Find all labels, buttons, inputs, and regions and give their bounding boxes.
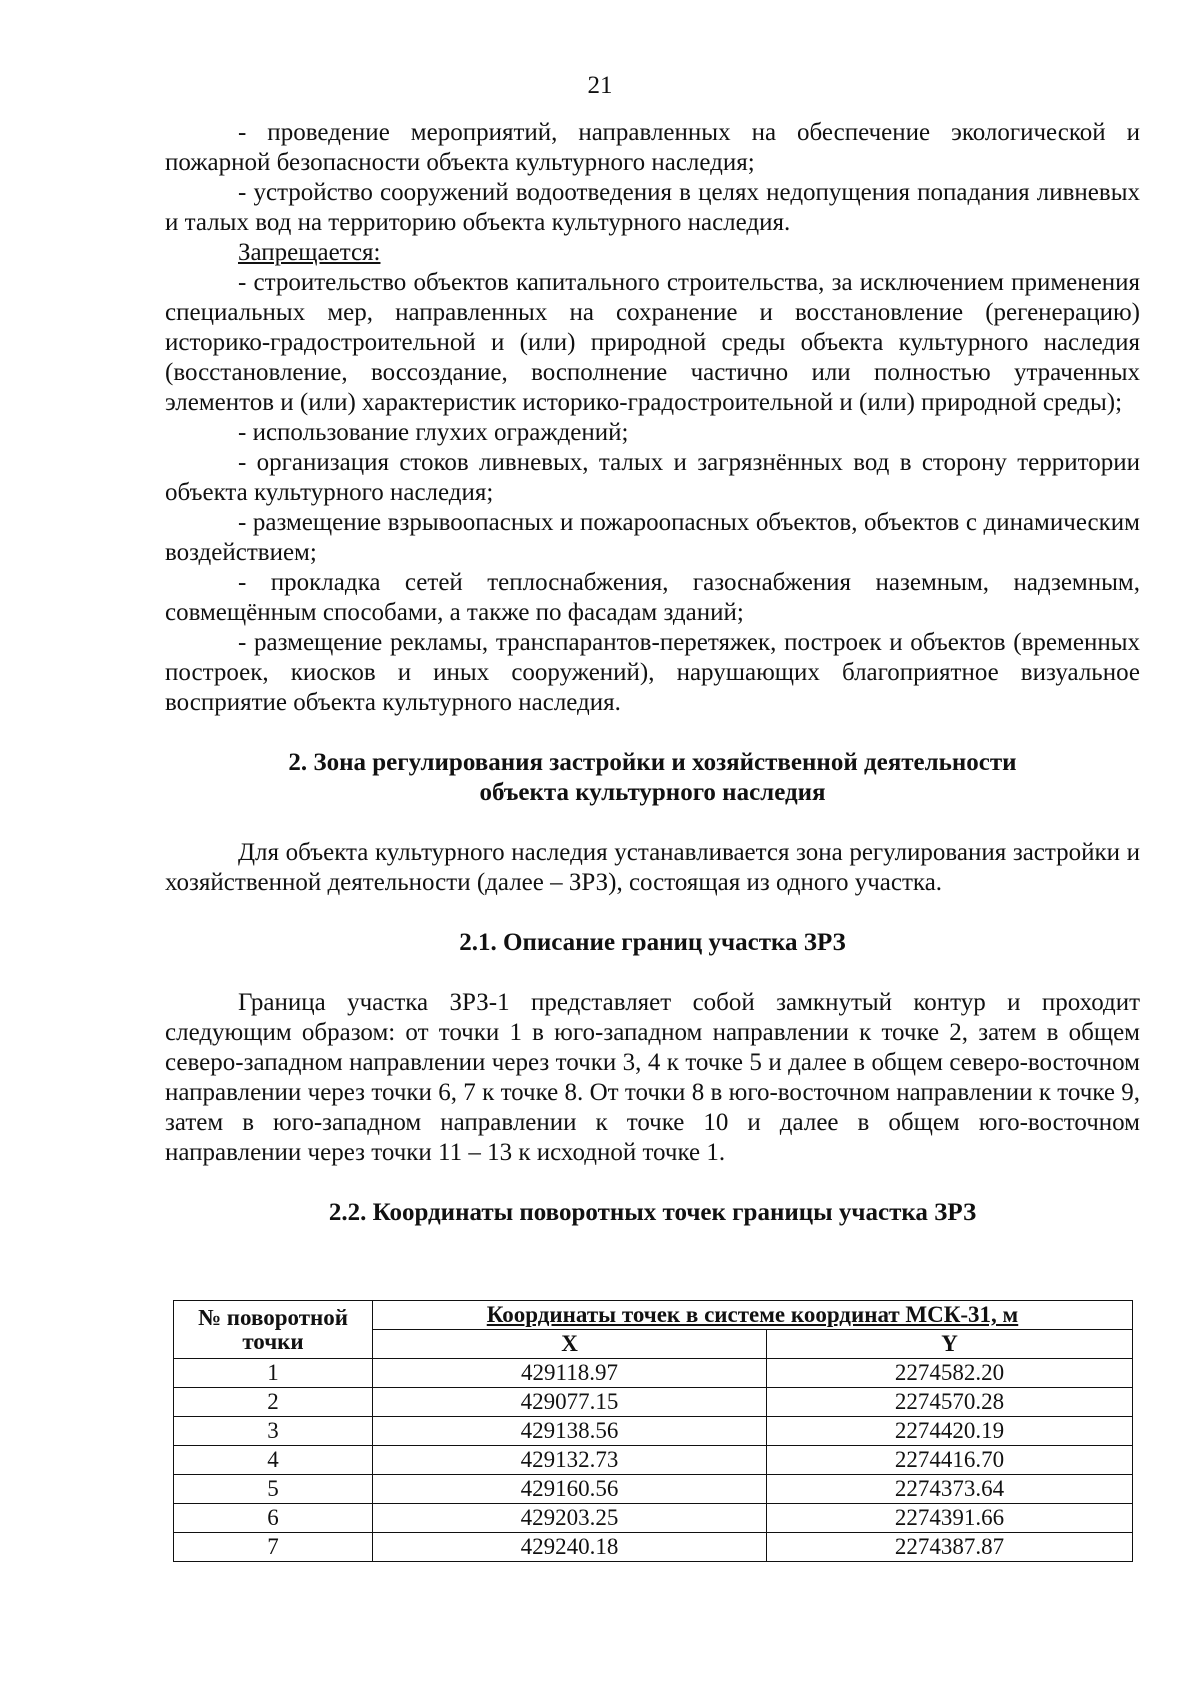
section-2-heading-line2: объекта культурного наследия (479, 779, 826, 806)
paragraph: - проведение мероприятий, направленных на обеспечение экологической и пожарной безопасности объекта культурного наследия; (165, 119, 1140, 176)
section-2-1-text: Граница участка ЗРЗ-1 представляет собой замкнутый контур и проходит следующим образом: от точки 1 в юго-западном направлении к точке 2, затем в общем северо-западном направлении через точки 3, 4 к точке 5 и далее в общем северо-восточном направлении через точки 6, 7 к точке 8. От точки 8 в юго-восточном направлении к точке 9, затем в юго-западном направлении к точке 10 и далее в общем юго-восточном направлении через точки 11 – 13 к исходной точке 1. (165, 989, 1140, 1166)
coordinates-table (173, 1300, 1133, 1562)
prohibited-item: - организация стоков ливневых, талых и загрязнённых вод в сторону территории объекта культурного наследия; (165, 449, 1140, 506)
prohibited-item: - строительство объектов капитального строительства, за исключением применения специальных мер, направленных на сохранение и восстановление (регенерацию) историко-градостроительной и (или) природной среды объекта культурного наследия (восстановление, воссоздание, восполнение частично или полностью утраченных элементов и (или) характеристик историко-градостроительной и (или) природной среды); (165, 269, 1140, 416)
point-number-header-line2: точки (242, 1328, 304, 1354)
prohibited-label: Запрещается: (238, 239, 381, 266)
table-row (174, 1388, 1133, 1417)
cell-n: 1 (174, 1359, 373, 1388)
point-number-header-line1: № поворотной (197, 1304, 349, 1330)
table-row (174, 1446, 1133, 1475)
cell-y: 2274373.64 (767, 1475, 1133, 1504)
cell-y: 2274582.20 (767, 1359, 1133, 1388)
section-2-1-heading: 2.1. Описание границ участка ЗРЗ (459, 929, 846, 956)
section-2-heading-line1: 2. Зона регулирования застройки и хозяйственной деятельности (288, 749, 1017, 776)
table-row (174, 1475, 1133, 1504)
cell-x: 429132.73 (373, 1446, 767, 1475)
cell-x: 429160.56 (373, 1475, 767, 1504)
cell-n: 4 (174, 1446, 373, 1475)
cell-n: 6 (174, 1504, 373, 1533)
cell-n: 7 (174, 1533, 373, 1562)
point-number-header (174, 1301, 373, 1359)
cell-x: 429240.18 (373, 1533, 767, 1562)
cell-n: 2 (174, 1388, 373, 1417)
page-number: 21 (587, 72, 613, 99)
section-2-text: Для объекта культурного наследия устанавливается зона регулирования застройки и хозяйственной деятельности (далее – ЗРЗ), состоящая из одного участка. (165, 839, 1140, 896)
coordinates-table-body (174, 1359, 1133, 1562)
prohibited-item: - использование глухих ограждений; (238, 419, 629, 446)
cell-y: 2274391.66 (767, 1504, 1133, 1533)
cell-y: 2274416.70 (767, 1446, 1133, 1475)
document-body (165, 118, 1140, 1228)
cell-x: 429203.25 (373, 1504, 767, 1533)
cell-y: 2274387.87 (767, 1533, 1133, 1562)
table-row (174, 1359, 1133, 1388)
y-header: Y (767, 1330, 1133, 1359)
table-row (174, 1417, 1133, 1446)
cell-y: 2274570.28 (767, 1388, 1133, 1417)
cell-x: 429118.97 (373, 1359, 767, 1388)
section-2-2-heading: 2.2. Координаты поворотных точек границы участка ЗРЗ (328, 1199, 977, 1226)
prohibited-label-row (165, 238, 1140, 268)
prohibited-item: - размещение взрывоопасных и пожароопасных объектов, объектов с динамическим воздействием; (165, 509, 1140, 566)
table-row (174, 1504, 1133, 1533)
table-row (174, 1533, 1133, 1562)
cell-n: 5 (174, 1475, 373, 1504)
table-header-row (174, 1301, 1133, 1330)
cell-x: 429077.15 (373, 1388, 767, 1417)
prohibited-item: - прокладка сетей теплоснабжения, газоснабжения наземным, надземным, совмещённым способами, а также по фасадам зданий; (165, 569, 1140, 626)
cell-y: 2274420.19 (767, 1417, 1133, 1446)
cell-n: 3 (174, 1417, 373, 1446)
coordinates-group-header: Координаты точек в системе координат МСК-31, м (373, 1301, 1133, 1330)
paragraph: - устройство сооружений водоотведения в целях недопущения попадания ливневых и талых вод на территорию объекта культурного наследия. (165, 179, 1140, 236)
cell-x: 429138.56 (373, 1417, 767, 1446)
x-header: X (373, 1330, 767, 1359)
prohibited-item: - размещение рекламы, транспарантов-перетяжек, построек и объектов (временных построек, киосков и иных сооружений), нарушающих благоприятное визуальное восприятие объекта культурного наследия. (165, 629, 1140, 716)
